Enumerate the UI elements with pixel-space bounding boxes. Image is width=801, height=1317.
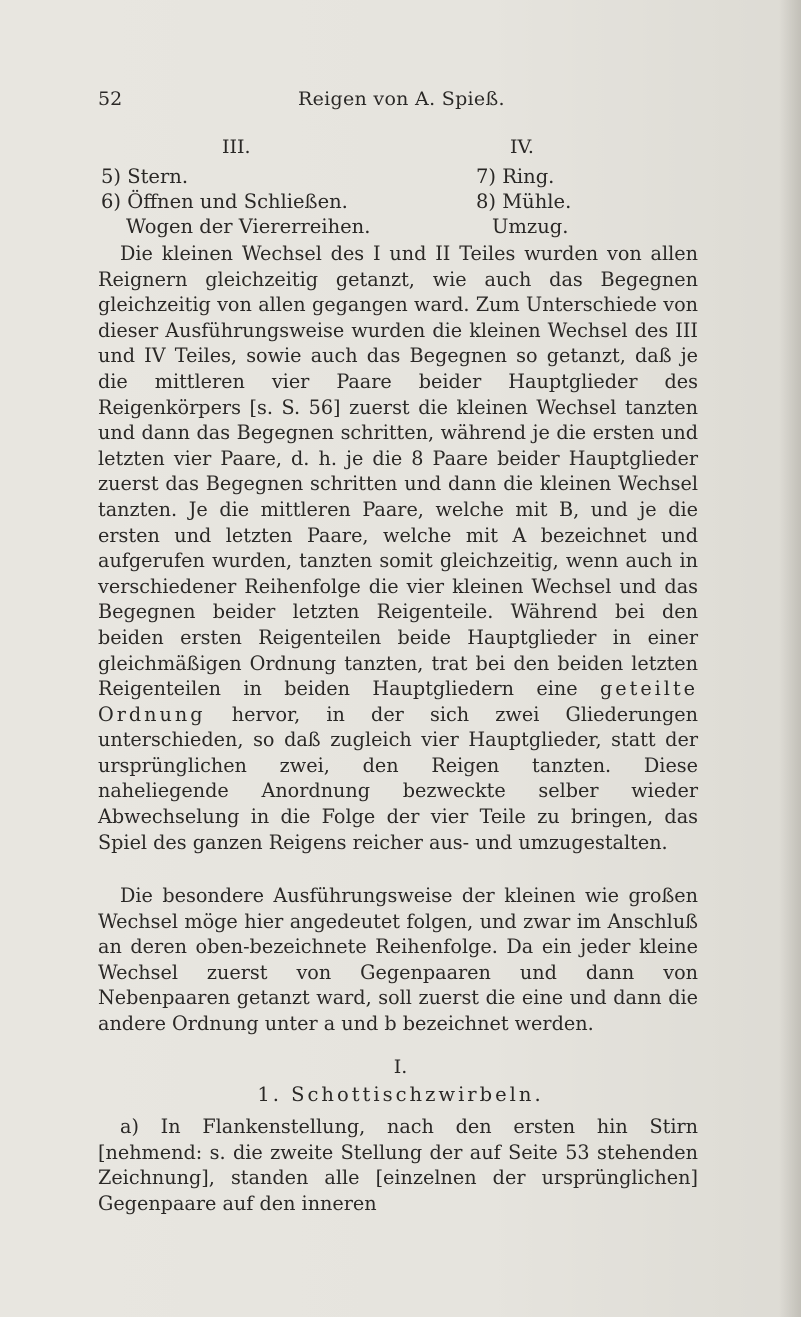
paragraph-3: a) In Flankenstellung, nach den ersten hin Stirn [nehmend: s. die zweite Stellung der auf Seite 53 stehenden Zeichnung], standen alle [einzelnen der ursprünglichen] Gegenpaare auf den inneren	[98, 1115, 698, 1215]
paragraph-1	[98, 241, 698, 855]
column-heading-left: III.	[222, 136, 251, 158]
page-number: 52	[98, 88, 123, 110]
list-item-right-3: Umzug.	[492, 215, 569, 238]
list-item-left-3: Wogen der Viererreihen.	[126, 215, 371, 238]
running-head: Reigen von A. Spieß.	[298, 88, 505, 110]
paragraph-1-tail: hervor, in der sich zwei Gliederungen unterschieden, so daß zugleich vier Hauptglieder, statt der ursprünglichen zwei, den Reigen tanzten. Diese naheliegende Anordnung bezweckte selber wieder Abwechselung in die Folge der vier Teile zu bringen, das Spiel des ganzen Reigens reicher aus- und umzugestalten.	[98, 702, 698, 854]
page-header	[98, 88, 708, 118]
section-numeral: I.	[393, 1056, 408, 1078]
paragraph-1-text: Die kleinen Wechsel des I und II Teiles wurden von allen Reignern gleichzeitig getanzt, wie auch das Begegnen gleichzeitig von allen gegangen ward. Zum Unterschiede von dieser Ausführungsweise wurden die kleinen Wechsel des III und IV Teiles, sowie auch das Begegnen so getanzt, daß je die mittleren vier Paare beider Hauptglieder des Reigenkörpers [s. S. 56] zuerst die kleinen Wechsel tanzten und dann das Begegnen schritten, während je die ersten und letzten vier Paare, d. h. je die 8 Paare beider Hauptglieder zuerst das Begegnen schritten und dann die kleinen Wechsel tanzten. Je die mittleren Paare, welche mit B, und je die ersten und letzten Paare, welche mit A bezeichnet und aufgerufen wurden, tanzten somit gleichzeitig, wenn auch in verschiedener Reihenfolge die vier kleinen Wechsel und das Begegnen beider letzten Reigenteile. Während bei den beiden ersten Reigenteilen beide Hauptglieder in einer gleichmäßigen Ordnung tanzten, trat bei den beiden letzten Reigenteilen in beiden Hauptgliedern eine	[98, 242, 698, 701]
column-heading-right: IV.	[510, 136, 534, 158]
list-item-left-1: 5) Stern.	[101, 165, 189, 188]
page-edge-shadow	[779, 0, 801, 1317]
paragraph-2: Die besondere Ausführungsweise der kleinen wie großen Wechsel möge hier angedeutet folgen, und zwar im Anschluß an deren oben-bezeichnete Reihenfolge. Da ein jeder kleine Wechsel zuerst von Gegenpaaren und dann von Nebenpaaren getanzt ward, soll zuerst die eine und dann die andere Ordnung unter a und b bezeichnet werden.	[98, 884, 698, 1035]
emphasis-geteilte-ordnung: geteilte Ordnung	[98, 677, 699, 726]
list-item-left-2: 6) Öffnen und Schließen.	[101, 190, 348, 213]
list-item-right-1: 7) Ring.	[476, 165, 555, 188]
section-subheading: 1. Schottischzwirbeln.	[257, 1083, 544, 1106]
list-item-right-2: 8) Mühle.	[476, 190, 572, 213]
